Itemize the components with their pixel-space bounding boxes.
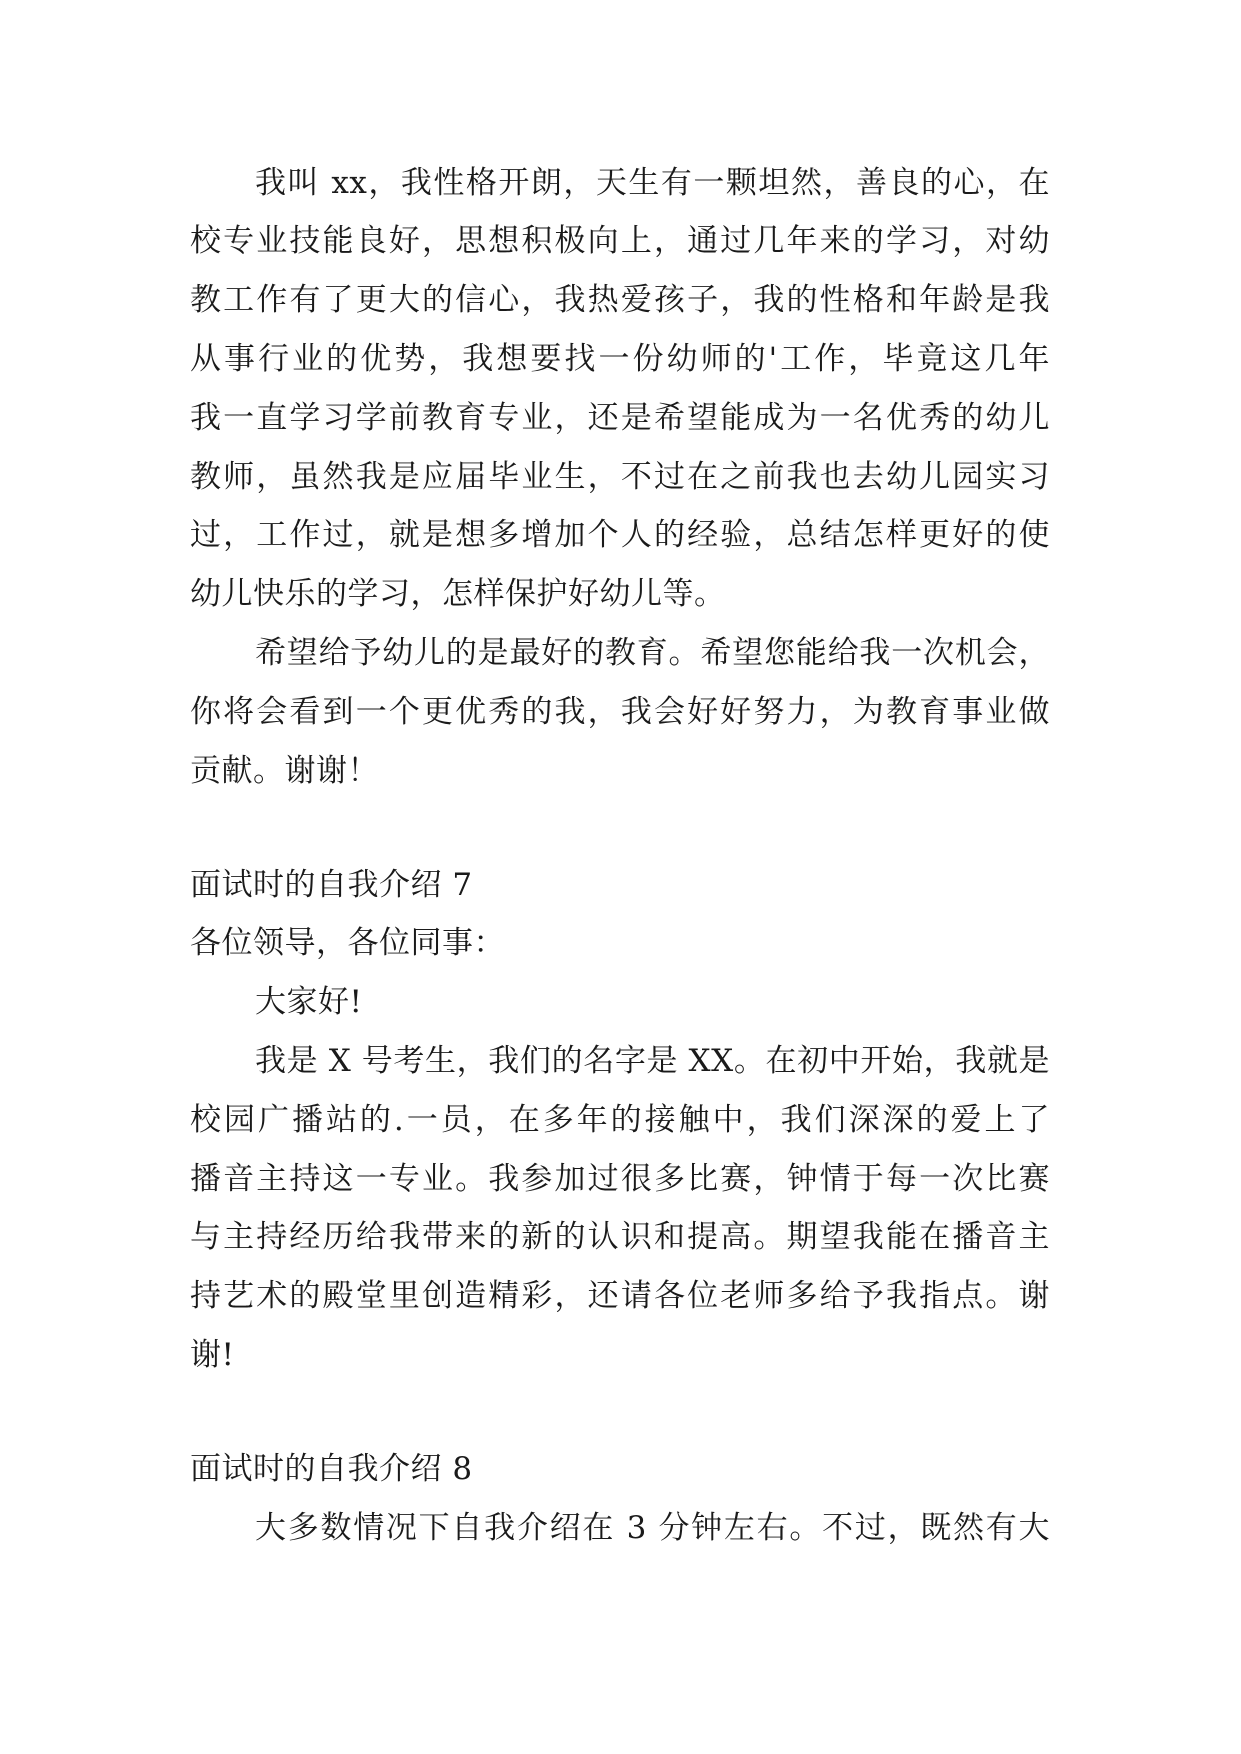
paragraph-line: 持艺术的殿堂里创造精彩，还请各位老师多给予我指点。谢 bbox=[190, 1278, 1050, 1314]
section-heading: 面试时的自我介绍 8 bbox=[190, 1451, 473, 1487]
paragraph-line: 希望给予幼儿的是最好的教育。希望您能给我一次机会， bbox=[255, 635, 1050, 671]
paragraph-line: 教师，虽然我是应届毕业生，不过在之前我也去幼儿园实习 bbox=[190, 459, 1050, 495]
paragraph-line: 校专业技能良好，思想积极向上，通过几年来的学习，对幼 bbox=[190, 223, 1050, 259]
salutation: 各位领导，各位同事： bbox=[190, 925, 505, 961]
paragraph-line: 校园广播站的.一员，在多年的接触中，我们深深的爱上了 bbox=[190, 1102, 1050, 1138]
paragraph-line: 与主持经历给我带来的新的认识和提高。期望我能在播音主 bbox=[190, 1219, 1050, 1255]
paragraph-line: 教工作有了更大的信心，我热爱孩子，我的性格和年龄是我 bbox=[190, 282, 1050, 318]
section-heading: 面试时的自我介绍 7 bbox=[190, 867, 473, 903]
paragraph-line: 从事行业的优势，我想要找一份幼师的'工作，毕竟这几年 bbox=[190, 341, 1050, 377]
paragraph-line: 谢! bbox=[190, 1337, 235, 1373]
paragraph-line: 大多数情况下自我介绍在 3 分钟左右。不过，既然有大 bbox=[255, 1510, 1050, 1546]
paragraph-line: 过，工作过，就是想多增加个人的经验，总结怎样更好的使 bbox=[190, 517, 1050, 553]
paragraph-line: 我叫 xx，我性格开朗，天生有一颗坦然，善良的心，在 bbox=[255, 165, 1050, 201]
paragraph-line: 贡献。谢谢！ bbox=[190, 753, 379, 789]
greeting: 大家好! bbox=[255, 984, 363, 1020]
paragraph-line: 播音主持这一专业。我参加过很多比赛，钟情于每一次比赛 bbox=[190, 1161, 1050, 1197]
paragraph-line: 幼儿快乐的学习，怎样保护好幼儿等。 bbox=[190, 576, 726, 612]
paragraph-line: 你将会看到一个更优秀的我，我会好好努力，为教育事业做 bbox=[190, 694, 1050, 730]
paragraph-line: 我一直学习学前教育专业，还是希望能成为一名优秀的幼儿 bbox=[190, 400, 1050, 436]
paragraph-line: 我是 X 号考生，我们的名字是 XX。在初中开始，我就是 bbox=[255, 1043, 1050, 1079]
